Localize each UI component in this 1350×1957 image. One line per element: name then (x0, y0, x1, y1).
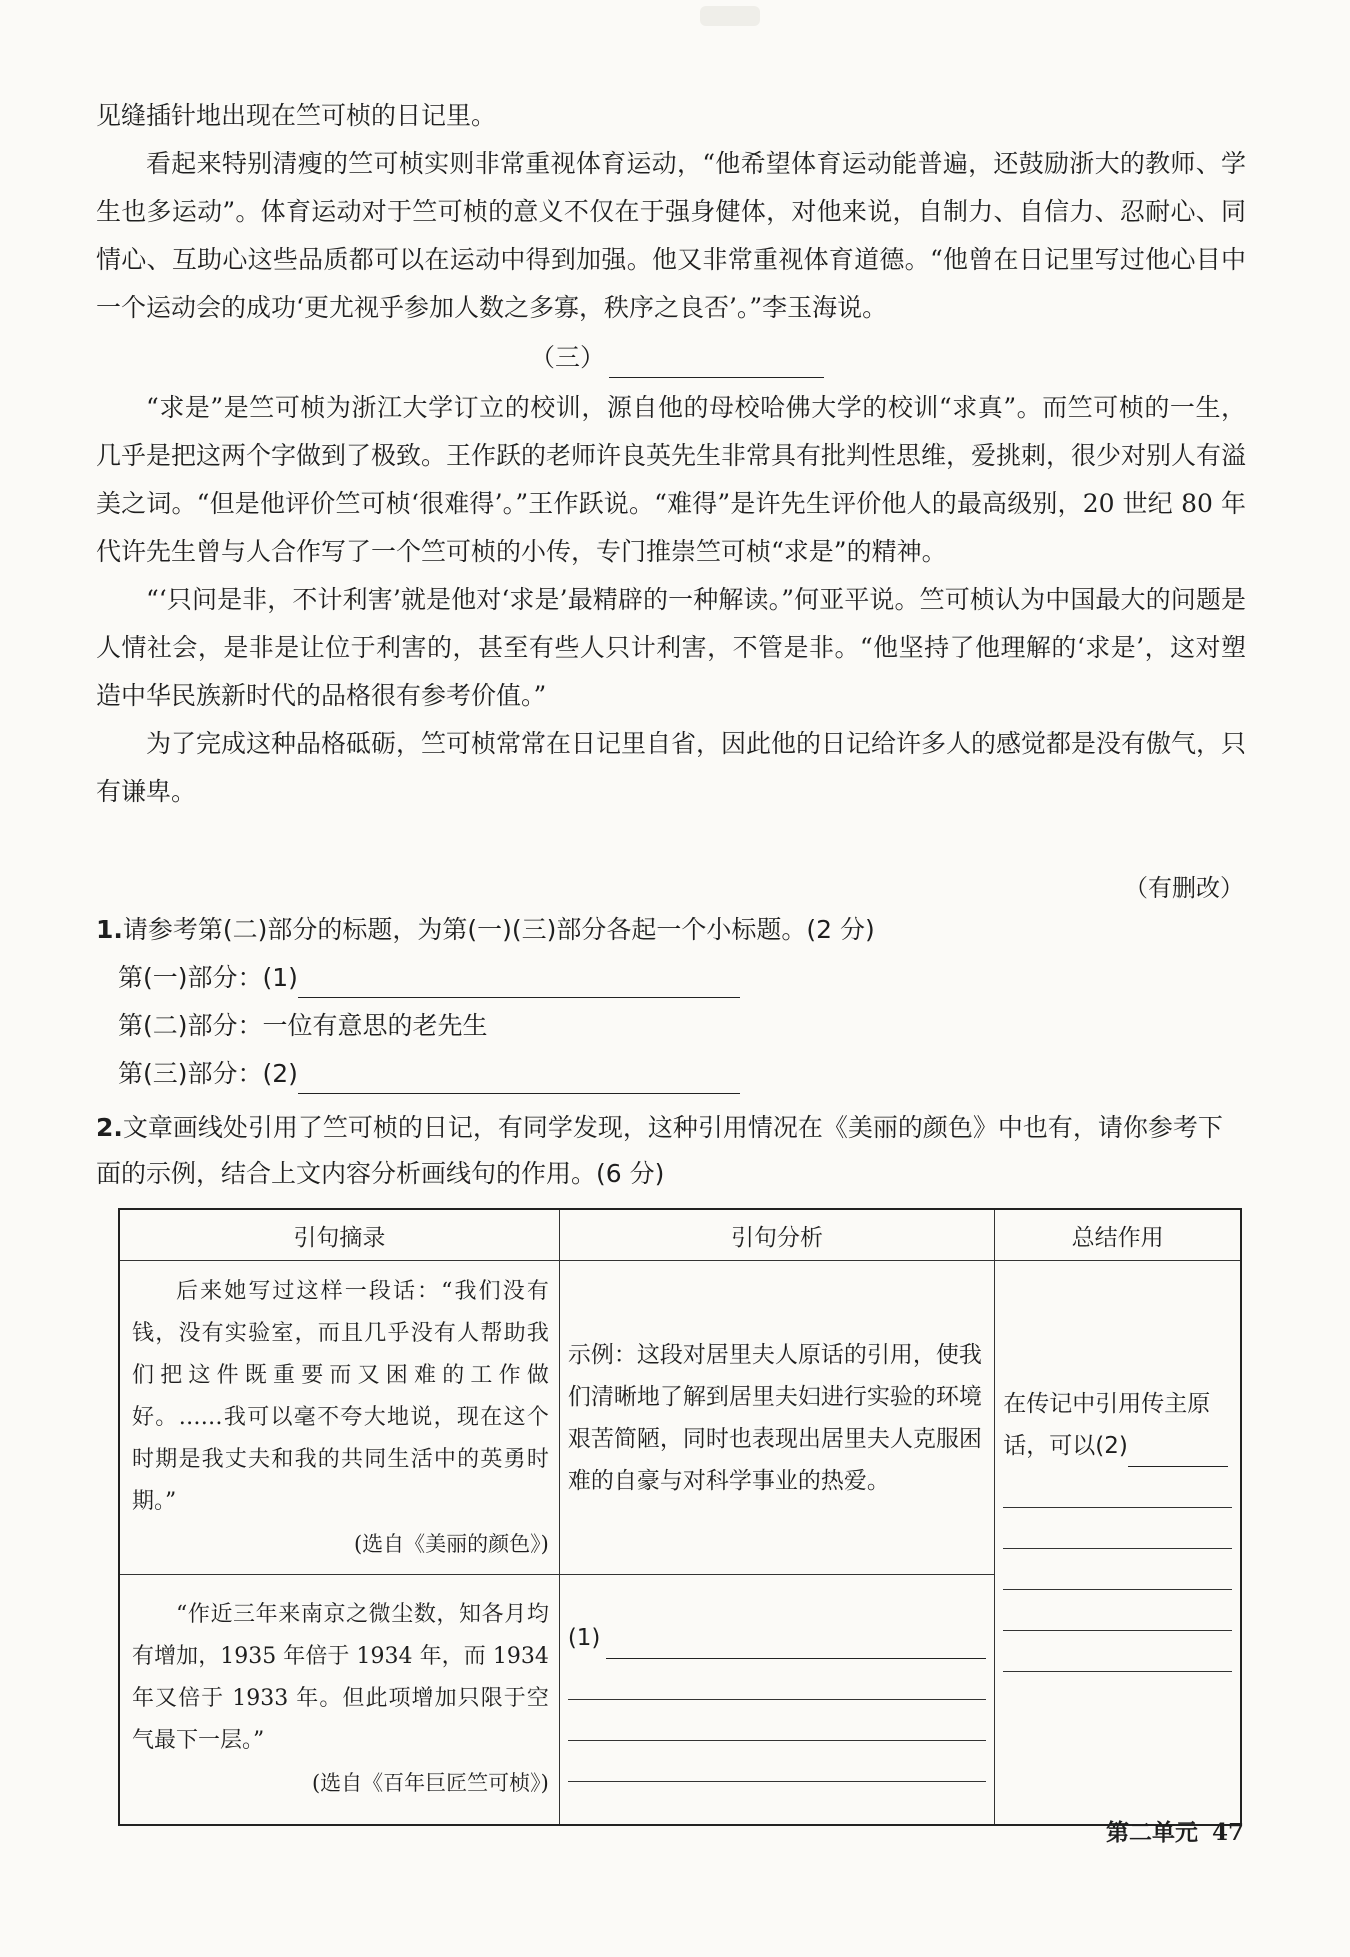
section-3-label: （三） (530, 343, 606, 372)
section-3-title-blank[interactable] (609, 349, 824, 378)
question-1-part-2: 第(二)部分：一位有意思的老先生 (118, 1011, 488, 1040)
question-1-answer-1-blank[interactable] (298, 967, 740, 998)
header-analysis: 引句分析 (559, 1209, 994, 1261)
task-analysis-label: (1) (567, 1624, 601, 1651)
passage-top (96, 92, 1246, 332)
example-quote-cell (119, 1261, 559, 1575)
task-analysis-cell (559, 1575, 994, 1825)
header-summary: 总结作用 (995, 1209, 1241, 1261)
table-row-example (119, 1261, 1241, 1575)
summary-answer-line-3[interactable] (1003, 1549, 1232, 1590)
summary-cell (995, 1261, 1241, 1825)
question-1 (96, 910, 1246, 1094)
summary-text (1003, 1383, 1232, 1467)
quote-analysis-table (118, 1208, 1242, 1826)
task-answer-line-1[interactable] (606, 1628, 986, 1659)
passage-paragraph-3: “‘只问是非，不计利害’就是他对‘求是’最精辟的一种解读。”何亚平说。竺可桢认为中国最大的问题是人情社会，是非是让位于利害的，甚至有些人只计利害，不管是非。“他坚持了他理解的‘求是’，这对塑造中华民族新时代的品格很有参考价值。” (96, 585, 1246, 710)
task-answer-line-2[interactable] (568, 1659, 986, 1700)
summary-answer-line-5[interactable] (1003, 1631, 1232, 1672)
bleed-through-mark (700, 6, 760, 26)
edit-note: （有删改） (1124, 874, 1244, 902)
example-analysis-cell (559, 1261, 994, 1575)
summary-answer-line-2[interactable] (1003, 1508, 1232, 1549)
header-quote: 引句摘录 (119, 1209, 559, 1261)
question-2 (96, 1105, 1246, 1197)
summary-blank-inline[interactable] (1128, 1440, 1228, 1467)
question-1-line-3-label: 第(三)部分：(2) (118, 1059, 298, 1088)
task-quote-cell (119, 1575, 559, 1825)
question-1-number: 1. (96, 915, 123, 944)
summary-prompt: 在传记中引用传主原话，可以(2) (1003, 1390, 1211, 1459)
passage-paragraph-0: 见缝插针地出现在竺可桢的日记里。 (96, 101, 497, 130)
task-analysis-first-line (568, 1617, 986, 1659)
section-3-heading (530, 338, 824, 378)
passage-paragraph-4: 为了完成这种品格砥砺，竺可桢常常在日记里自省，因此他的日记给许多人的感觉都是没有傲气，只有谦卑。 (96, 729, 1247, 806)
passage-paragraph-1: 看起来特别清瘦的竺可桢实则非常重视体育运动，“他希望体育运动能普遍，还鼓励浙大的教师、学生也多运动”。体育运动对于竺可桢的意义不仅在于强身健体，对他来说，自制力、自信力、忍耐心、同情心、互助心这些品质都可以在运动中得到加强。他又非常重视体育道德。“他曾在日记里写过他心目中一个运动会的成功‘更尤视乎参加人数之多寡，秩序之良否’。”李玉海说。 (96, 149, 1246, 322)
table-header-row (119, 1209, 1241, 1261)
task-quote-text: “作近三年来南京之微尘数，知各月均有增加，1935 年倍于 1934 年，而 1934 年又倍于 1933 年。但此项增加只限于空气最下一层。” (132, 1602, 549, 1754)
question-2-number: 2. (96, 1113, 123, 1142)
question-1-stem: 请参考第(二)部分的标题，为第(一)(三)部分各起一个小标题。(2 分) (122, 915, 875, 944)
example-quote-source: (选自《美丽的颜色》) (353, 1531, 549, 1556)
question-1-answer-2 (96, 1054, 1246, 1094)
question-1-stem-line (96, 910, 1246, 950)
question-1-line-1-label: 第(一)部分：(1) (118, 963, 298, 992)
question-1-answer-1 (96, 958, 1246, 998)
example-analysis-text: 示例：这段对居里夫人原话的引用，使我们清晰地了解到居里夫妇进行实验的环境艰苦简陋，同时也表现出居里夫人克服困难的自豪与对科学事业的热爱。 (567, 1341, 982, 1494)
example-quote-text: 后来她写过这样一段话：“我们没有钱，没有实验室，而且几乎没有人帮助我们把这件既重要而又困难的工作做好。……我可以毫不夸大地说，现在这个时期是我丈夫和我的共同生活中的英勇时期。” (132, 1278, 549, 1514)
question-1-answer-2-blank[interactable] (298, 1063, 740, 1094)
task-quote-source: (选自《百年巨匠竺可桢》) (311, 1771, 549, 1796)
page-footer (1106, 1814, 1244, 1847)
unit-label: 第二单元 (1105, 1820, 1198, 1846)
question-2-stem: 文章画线处引用了竺可桢的日记，有同学发现，这种引用情况在《美丽的颜色》中也有，请你参考下面的示例，结合上文内容分析画线句的作用。(6 分) (96, 1113, 1223, 1188)
passage-section-3 (96, 384, 1246, 816)
page-number: 47 (1211, 1819, 1244, 1846)
task-answer-line-3[interactable] (568, 1700, 986, 1741)
task-answer-line-4[interactable] (568, 1741, 986, 1782)
summary-answer-line-1[interactable] (1003, 1467, 1232, 1508)
summary-answer-line-4[interactable] (1003, 1590, 1232, 1631)
passage-paragraph-2: “求是”是竺可桢为浙江大学订立的校训，源自他的母校哈佛大学的校训“求真”。而竺可桢的一生，几乎是把这两个字做到了极致。王作跃的老师许良英先生非常具有批判性思维，爱挑刺，很少对别人有溢美之词。“但是他评价竺可桢‘很难得’。”王作跃说。“难得”是许先生评价他人的最高级别，20 世纪 80 年代许先生曾与人合作写了一个竺可桢的小传，专门推崇竺可桢“求是”的精神。 (96, 393, 1247, 566)
